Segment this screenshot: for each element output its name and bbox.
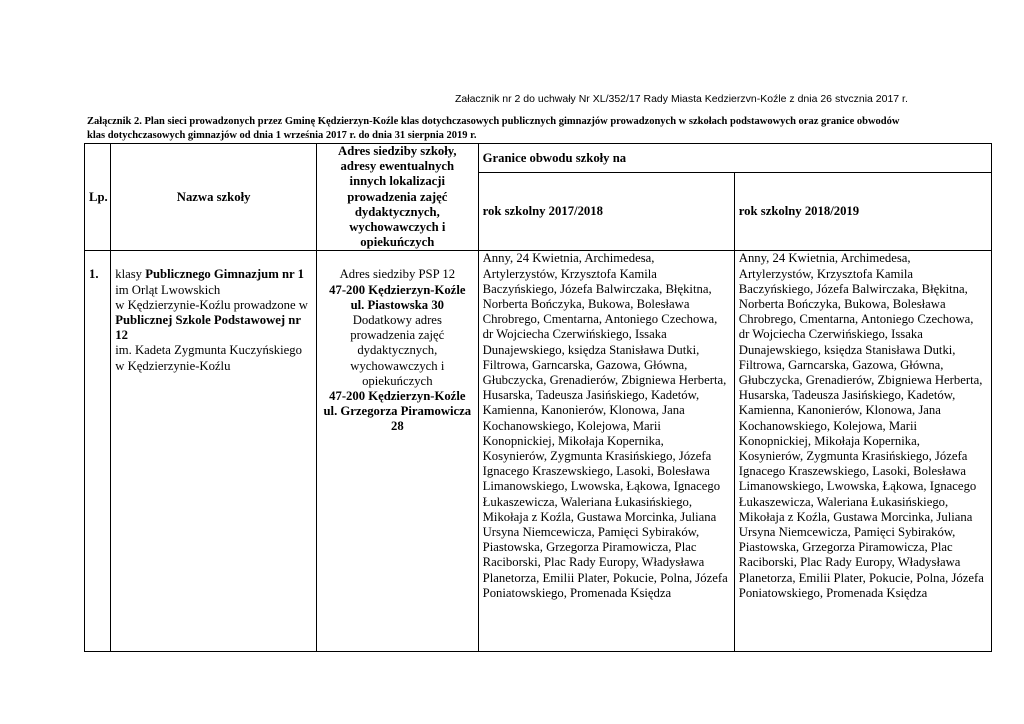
attachment-header-note: Załacznik nr 2 do uchwały Nr XL/352/17 Rady Miasta Kedzierzvn-Koźle z dnia 26 stvcznia 2017 r.	[455, 93, 908, 105]
row-address	[316, 251, 478, 652]
row-school-name	[111, 251, 317, 652]
row-streets-2018	[734, 251, 991, 652]
address-line-bold: ul. Grzegorza Piramowicza 28	[323, 404, 472, 434]
address-line: Adres siedziby PSP 12	[339, 267, 456, 282]
address-line-bold: 47-200 Kędzierzyn-Koźle	[329, 282, 466, 297]
address-line: Dodatkowy adres prowadzenia zajęć dydaktycznych, wychowawczych i opiekuńczych	[350, 313, 445, 388]
name-part: im Orląt Lwowskich	[115, 282, 221, 297]
caption-line-2: klas dotychczasowych gimnazjów od dnia 1 września 2017 r. do dnia 31 sierpnia 2019 r.	[87, 130, 477, 141]
address-line-bold: 47-200 Kędzierzyn-Koźle	[329, 389, 466, 404]
document-caption	[87, 115, 957, 143]
table-row	[85, 251, 992, 652]
address-line-bold: ul. Piastowska 30	[350, 297, 445, 312]
header-year-2018: rok szkolny 2018/2019	[734, 173, 991, 251]
name-part: w Kędzierzynie-Koźlu	[115, 358, 231, 373]
header-lp: Lp.	[85, 144, 111, 251]
header-school-name: Nazwa szkoły	[111, 144, 317, 251]
name-part: klasy	[115, 267, 146, 282]
host-school-bold: Publicznej Szkole Podstawowej nr 12	[115, 313, 301, 343]
row-streets-2017	[478, 251, 734, 652]
school-name-bold: Publicznego Gimnazjum nr 1	[145, 267, 304, 282]
header-boundaries: Granice obwodu szkoły na	[478, 144, 991, 173]
streets-text-2018: Anny, 24 Kwietnia, Archimedesa, Artylerzystów, Krzysztofa Kamila Baczyńskiego, Józefa Balwirczaka, Błękitna, Norberta Bończyka, Bukowa, Bolesława Chrobrego, Cmentarna, Antoniego Czechowa, dr Wojciecha Czerwińskiego, Issaka Dunajewskiego, księdza Stanisława Dutki, Filtrowa, Garncarska, Gazowa, Główna, Głubczycka, Grenadierów, Zbigniewa Herberta, Husarska, Tadeusza Jasińskiego, Kadetów, Kamienna, Kanonierów, Klonowa, Jana Kochanowskiego, Kolejowa, Marii Konopnickiej, Mikołaja Kopernika, Kosynierów, Zygmunta Krasińskiego, Józefa Ignacego Kraszewskiego, Lasoki, Bolesława Limanowskiego, Lwowska, Łąkowa, Ignacego Łukaszewicza, Waleriana Łukasińskiego, Mikołaja z Koźla, Gustawa Morcinka, Juliana Ursyna Niemcewicza, Pamięci Sybiraków, Piastowska, Grzegorza Piramowicza, Plac Raciborski, Plac Rady Europy, Władysława Planetorza, Emilii Plater, Pokucie, Polna, Józefa Poniatowskiego, Promenada Księdza	[738, 251, 984, 600]
streets-text-2017: Anny, 24 Kwietnia, Archimedesa, Artylerzystów, Krzysztofa Kamila Baczyńskiego, Józefa Balwirczaka, Błękitna, Norberta Bończyka, Bukowa, Bolesława Chrobrego, Cmentarna, Antoniego Czechowa, dr Wojciecha Czerwińskiego, Issaka Dunajewskiego, księdza Stanisława Dutki, Filtrowa, Garncarska, Gazowa, Główna, Głubczycka, Grenadierów, Zbigniewa Herberta, Husarska, Tadeusza Jasińskiego, Kadetów, Kamienna, Kanonierów, Klonowa, Jana Kochanowskiego, Kolejowa, Marii Konopnickiej, Mikołaja Kopernika, Kosynierów, Zygmunta Krasińskiego, Józefa Ignacego Kraszewskiego, Lasoki, Bolesława Limanowskiego, Lwowska, Łąkowa, Ignacego Łukaszewicza, Waleriana Łukasińskiego, Mikołaja z Koźla, Gustawa Morcinka, Juliana Ursyna Niemcewicza, Pamięci Sybiraków, Piastowska, Grzegorza Piramowicza, Plac Raciborski, Plac Rady Europy, Władysława Planetorza, Emilii Plater, Pokucie, Polna, Józefa Poniatowskiego, Promenada Księdza	[482, 251, 728, 600]
header-year-2017: rok szkolny 2017/2018	[478, 173, 734, 251]
header-address: Adres siedziby szkoły, adresy ewentualnych innych lokalizacji prowadzenia zajęć dydaktycznych, wychowawczych i opiekuńczych	[316, 144, 478, 251]
name-part: im. Kadeta Zygmunta Kuczyńskiego	[115, 343, 302, 358]
school-network-table	[84, 143, 992, 652]
row-lp: 1.	[85, 251, 111, 652]
table-header-row	[85, 144, 992, 173]
caption-line-1: Załącznik 2. Plan sieci prowadzonych przez Gminę Kędzierzyn-Koźle klas dotychczasowych publicznych gimnazjów prowadzonych w szkołach podstawowych oraz granice obwodów	[87, 116, 900, 127]
name-part: w Kędzierzynie-Koźlu prowadzone w	[115, 297, 308, 312]
